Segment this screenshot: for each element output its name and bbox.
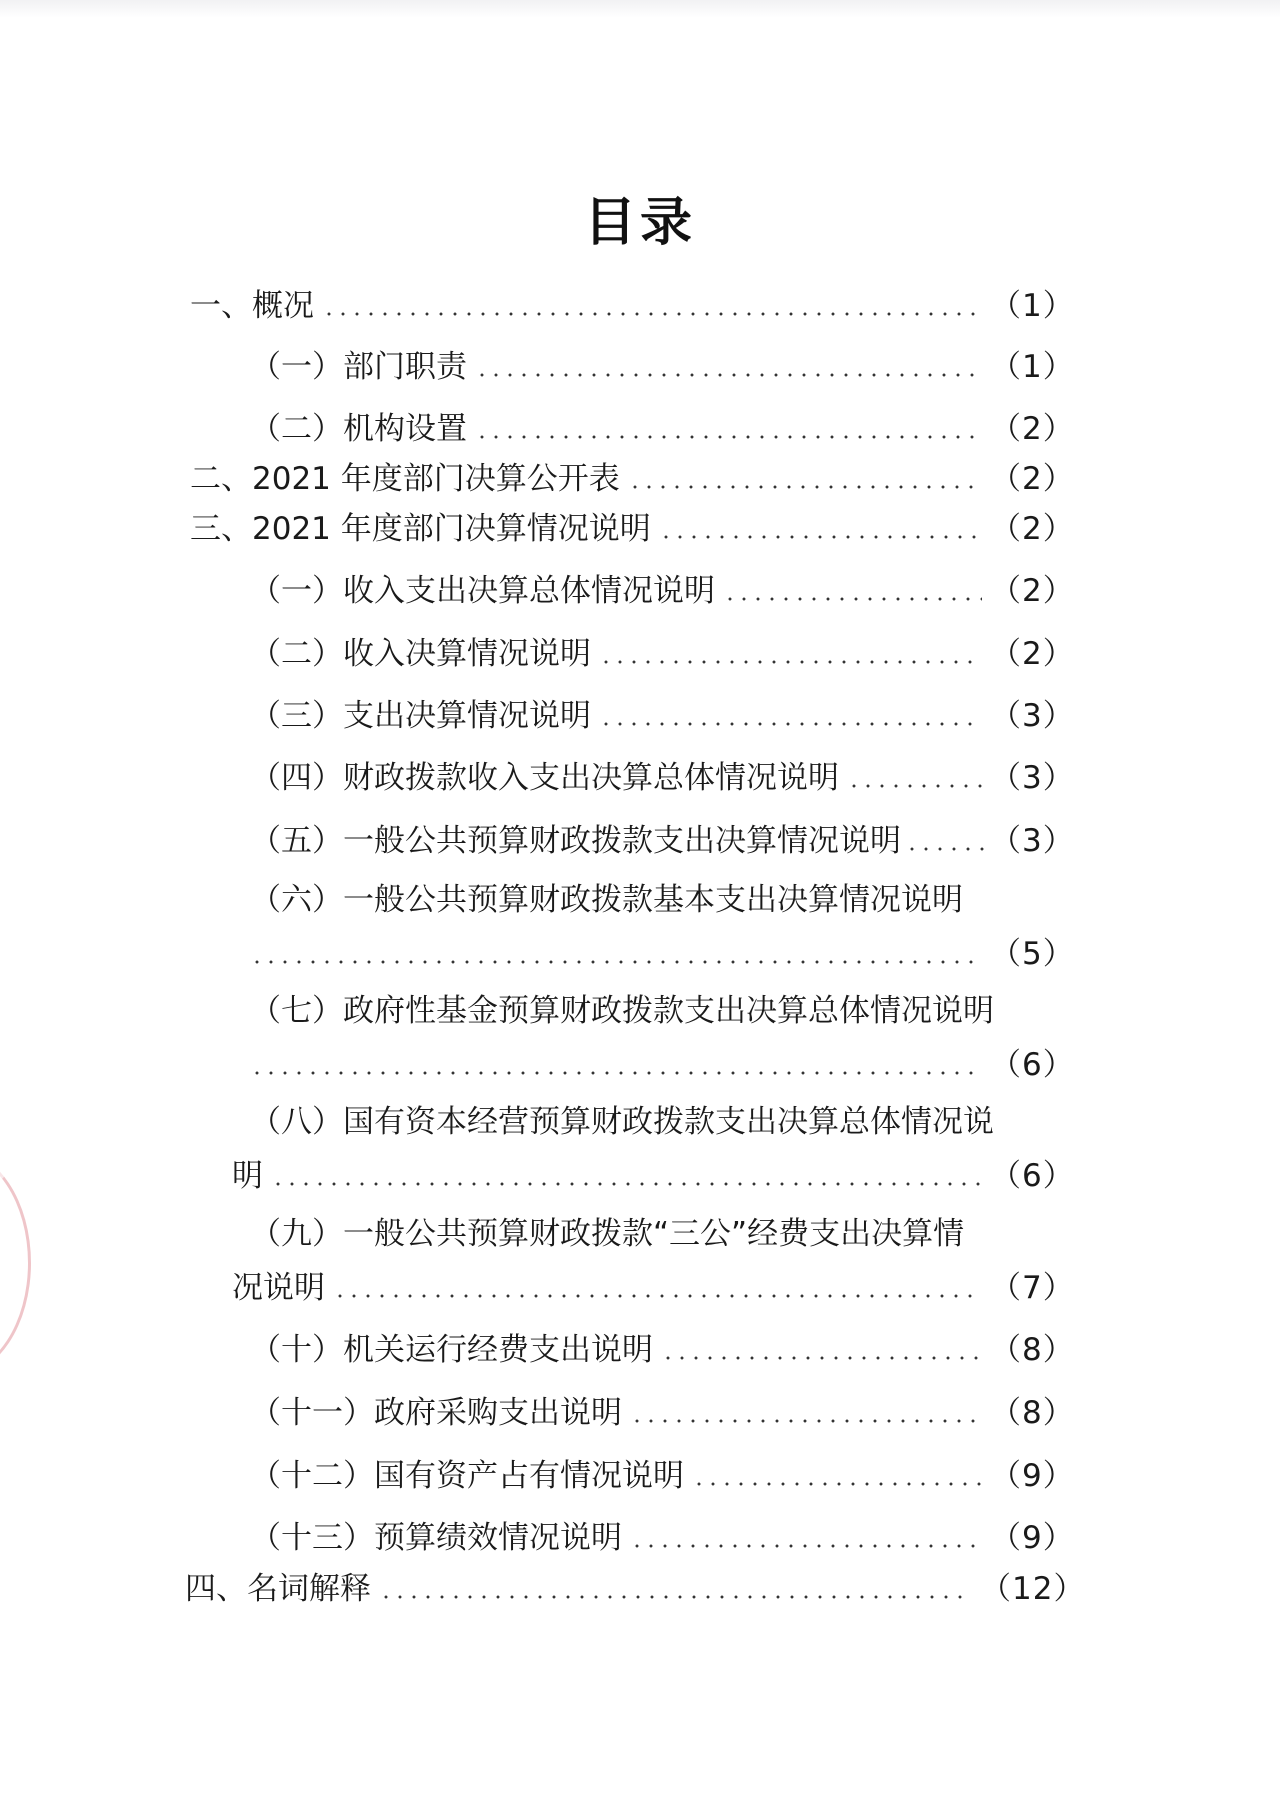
toc-entry[interactable]: [250, 754, 1075, 796]
toc-entry-label[interactable]: （六）一般公共预算财政拨款基本支出决算情况说明: [250, 882, 963, 918]
toc-entry-continuation[interactable]: [232, 1152, 1075, 1194]
dot-leader: [659, 535, 982, 539]
dot-leader: [692, 1482, 982, 1486]
toc-entry[interactable]: [250, 567, 1075, 609]
toc-entry-page: （2）: [990, 635, 1075, 672]
dot-leader: [847, 784, 982, 788]
toc-entry[interactable]: [250, 1514, 1075, 1556]
toc-entry-label: （十三）预算绩效情况说明: [250, 1519, 622, 1556]
toc-entry-page: （1）: [990, 287, 1075, 324]
toc-entry-page: （2）: [990, 460, 1075, 497]
toc-entry-label: 二、2021 年度部门决算公开表: [190, 460, 620, 497]
dot-leader: [723, 597, 982, 601]
toc-entry-label: （一）部门职责: [250, 348, 467, 385]
toc-entry-label[interactable]: （九）一般公共预算财政拨款“三公”经费支出决算情: [250, 1216, 965, 1252]
toc-entry-label: 况说明: [232, 1269, 325, 1306]
toc-entry-label: （三）支出决算情况说明: [250, 697, 591, 734]
dot-leader: [379, 1595, 972, 1599]
page-title: 目录: [583, 193, 696, 253]
toc-entry-label: （十）机关运行经费支出说明: [250, 1331, 653, 1368]
toc-entry-page: （8）: [990, 1394, 1075, 1431]
dot-leader: [630, 1544, 982, 1548]
toc-entry-page: （3）: [990, 822, 1075, 859]
toc-entry[interactable]: [190, 455, 1075, 497]
toc-entry-page: （6）: [990, 1046, 1075, 1083]
toc-entry[interactable]: [250, 630, 1075, 672]
toc-entry-label[interactable]: （八）国有资本经营预算财政拨款支出决算总体情况说: [250, 1104, 994, 1140]
dot-leader: [630, 1419, 982, 1423]
dot-leader: [333, 1294, 982, 1298]
toc-entry-page: （9）: [990, 1519, 1075, 1556]
toc-entry-label: （五）一般公共预算财政拨款支出决算情况说明: [250, 822, 901, 859]
scan-edge: [0, 0, 1280, 18]
dot-leader: [271, 1182, 982, 1186]
red-seal-fragment: [0, 1150, 31, 1376]
toc-entry-page: （6）: [990, 1157, 1075, 1194]
toc-entry[interactable]: [250, 1389, 1075, 1431]
dot-leader: [599, 722, 982, 726]
toc-entry-label: （一）收入支出决算总体情况说明: [250, 572, 715, 609]
toc-entry-page: （3）: [990, 697, 1075, 734]
toc-entry-page: （2）: [990, 510, 1075, 547]
dot-leader: [250, 960, 982, 964]
toc-entry[interactable]: [190, 505, 1075, 547]
dot-leader: [250, 1071, 982, 1075]
toc-entry-label: （十二）国有资产占有情况说明: [250, 1457, 684, 1494]
toc-entry[interactable]: [185, 1565, 1086, 1607]
toc-entry-label: （十一）政府采购支出说明: [250, 1394, 622, 1431]
dot-leader: [475, 373, 982, 377]
toc-entry-page: （3）: [990, 759, 1075, 796]
toc-entry[interactable]: [250, 692, 1075, 734]
toc-entry-label: （二）收入决算情况说明: [250, 635, 591, 672]
toc-entry-label: （四）财政拨款收入支出决算总体情况说明: [250, 759, 839, 796]
toc-entry-page: （2）: [990, 410, 1075, 447]
toc-entry-label: 明: [232, 1157, 263, 1194]
toc-entry-label: 一、概况: [190, 287, 314, 324]
dot-leader: [628, 485, 982, 489]
toc-entry[interactable]: [190, 282, 1075, 324]
dot-leader: [599, 660, 982, 664]
toc-entry-page: （12）: [980, 1570, 1086, 1607]
toc-entry-label: 四、名词解释: [185, 1570, 371, 1607]
toc-entry[interactable]: [250, 1452, 1075, 1494]
dot-leader: [475, 435, 982, 439]
toc-entry-label[interactable]: （七）政府性基金预算财政拨款支出决算总体情况说明: [250, 993, 994, 1029]
toc-entry-page: （1）: [990, 348, 1075, 385]
toc-entry[interactable]: [250, 1326, 1075, 1368]
toc-entry-page: （7）: [990, 1269, 1075, 1306]
dot-leader: [905, 847, 986, 851]
toc-entry-page: （9）: [990, 1457, 1075, 1494]
dot-leader: [661, 1356, 982, 1360]
toc-entry-label: 三、2021 年度部门决算情况说明: [190, 510, 651, 547]
toc-entry[interactable]: [250, 405, 1075, 447]
toc-entry-page: （8）: [990, 1331, 1075, 1368]
toc-entry[interactable]: [250, 343, 1075, 385]
toc-entry-continuation[interactable]: [232, 1264, 1075, 1306]
toc-entry-page: （2）: [990, 572, 1075, 609]
toc-entry-page: （5）: [990, 935, 1075, 972]
toc-entry[interactable]: [250, 817, 1075, 859]
dot-leader: [322, 312, 982, 316]
toc-entry-continuation[interactable]: [250, 930, 1075, 972]
toc-entry-label: （二）机构设置: [250, 410, 467, 447]
toc-entry-continuation[interactable]: [250, 1041, 1075, 1083]
